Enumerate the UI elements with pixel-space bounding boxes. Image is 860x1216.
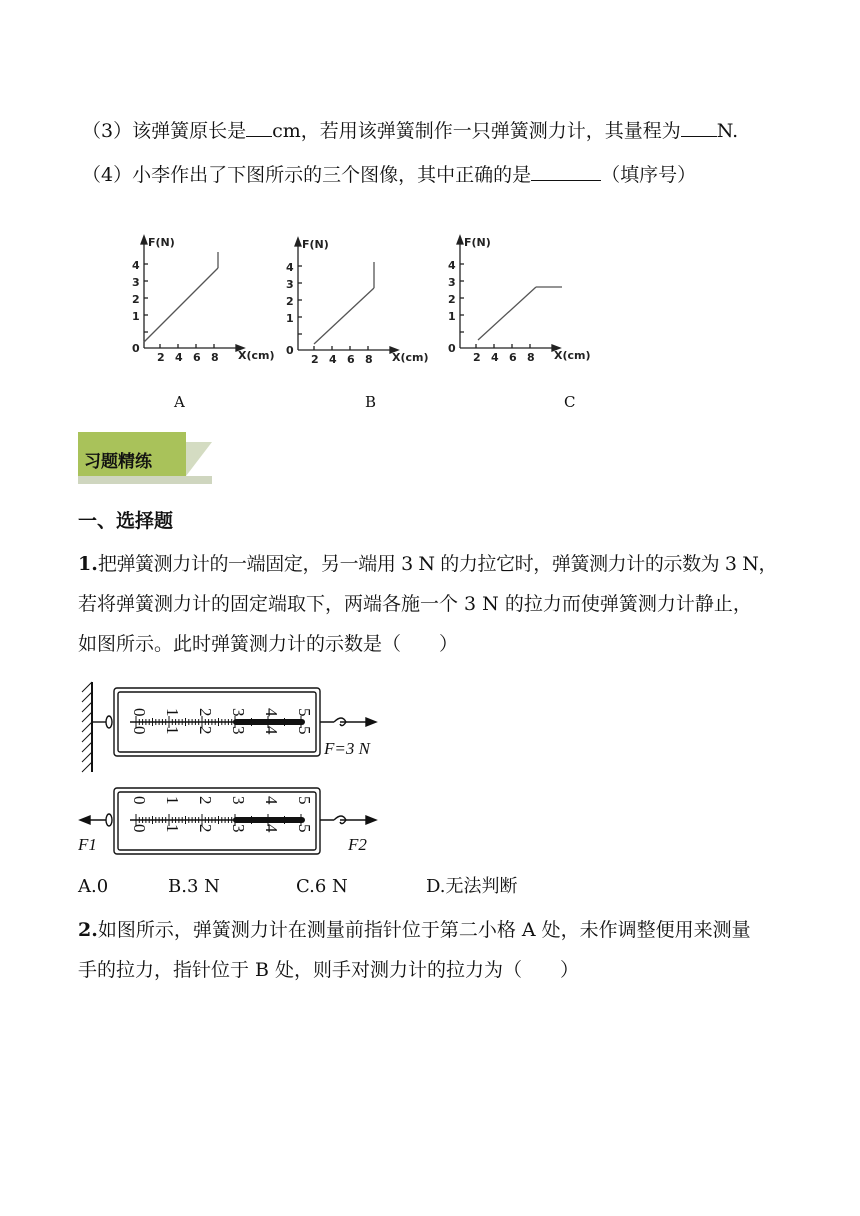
scale-number: 1	[163, 796, 182, 805]
scale-number: 4	[262, 796, 281, 805]
scale-number: 0	[130, 726, 149, 735]
y-axis-label: F(N)	[464, 236, 491, 249]
question-1-number: 1.	[78, 553, 98, 575]
question-2	[78, 910, 783, 990]
graph-c	[436, 230, 601, 365]
x-axis-label: X(cm)	[554, 349, 591, 362]
scale-number: 4	[262, 824, 281, 833]
spring-scale-two-sides	[78, 784, 388, 864]
y-axis-arrow-icon	[457, 236, 463, 244]
scale-number: 3	[229, 824, 248, 833]
x-tick: 8	[365, 353, 373, 366]
scale-number: 3	[229, 726, 248, 735]
scale-number: 1	[163, 726, 182, 735]
ring-icon	[106, 814, 112, 826]
y-tick: 1	[286, 312, 294, 325]
option-d[interactable]: D.无法判断	[426, 876, 518, 897]
q4-blank	[531, 164, 601, 181]
y-tick: 1	[132, 310, 140, 323]
q3-unit: N.	[716, 120, 739, 142]
question-1-line-3: 如图所示。此时弹簧测力计的示数是（ ）	[78, 633, 459, 655]
question-3-line	[82, 116, 738, 143]
y-tick: 1	[448, 310, 456, 323]
section-title: 一、选择题	[78, 510, 174, 532]
option-c[interactable]: C.6 N	[296, 876, 348, 897]
q3-middle: cm，若用该弹簧制作一只弹簧测力计，其量程为	[272, 120, 681, 142]
q3-blank-range	[681, 120, 717, 137]
question-2-text: 如图所示，弹簧测力计在测量前指针位于第二小格 A 处，未作调整便用来测量	[97, 919, 751, 941]
question-1	[78, 544, 783, 664]
y-tick: 2	[132, 293, 140, 306]
x-tick: 6	[193, 351, 201, 364]
y-tick: 2	[286, 295, 294, 308]
scale-number: 5	[295, 708, 314, 717]
section-tag: 习题精练	[84, 452, 152, 472]
scale-number: 5	[295, 824, 314, 833]
question-1-options	[78, 872, 518, 898]
x-tick: 2	[473, 351, 481, 364]
option-a[interactable]: A.0	[78, 876, 109, 897]
graph-caption-c: C	[564, 393, 576, 411]
graph-caption-a: A	[174, 393, 185, 411]
x-tick: 2	[157, 351, 165, 364]
x-axis-label: X(cm)	[238, 349, 275, 362]
scale-number: 3	[229, 796, 248, 805]
arrow-right-icon	[366, 816, 376, 824]
f1-label: F1	[78, 835, 97, 854]
scale-number: 0	[130, 796, 149, 805]
y-axis-arrow-icon	[141, 236, 147, 244]
scale-number: 2	[196, 726, 215, 735]
y-axis-arrow-icon	[295, 238, 301, 246]
y-tick: 3	[132, 276, 140, 289]
scale-number: 4	[262, 726, 281, 735]
y-tick: 4	[448, 259, 456, 272]
x-tick: 2	[311, 353, 319, 366]
scale-number: 3	[229, 708, 248, 717]
y-tick: 2	[448, 293, 456, 306]
question-4-line	[82, 160, 696, 187]
q4-suffix: （填序号）	[601, 164, 697, 186]
question-1-text: 把弹簧测力计的一端固定，另一端用 3 N 的力拉它时，弹簧测力计的示数为 3 N，	[97, 553, 778, 575]
question-2-line-1	[78, 910, 783, 950]
question-2-line-2: 手的拉力，指针位于 B 处，则手对测力计的拉力为（ ）	[78, 959, 580, 981]
q3-blank-length	[246, 120, 272, 137]
q3-prefix: （3）该弹簧原长是	[82, 120, 247, 142]
y-axis-label: F(N)	[302, 238, 329, 251]
q4-text: （4）小李作出了下图所示的三个图像，其中正确的是	[82, 164, 532, 186]
spring-scale-fixed	[78, 678, 388, 776]
scale-number: 2	[196, 824, 215, 833]
y-tick: 0	[448, 342, 456, 355]
scale-number: 5	[295, 726, 314, 735]
y-tick: 0	[132, 342, 140, 355]
graph-a-line	[144, 268, 218, 342]
x-tick: 6	[347, 353, 355, 366]
scale-number: 2	[196, 796, 215, 805]
x-tick: 4	[491, 351, 499, 364]
scale-number: 2	[196, 708, 215, 717]
x-axis-label: X(cm)	[392, 351, 429, 364]
question-1-line-2: 若将弹簧测力计的固定端取下，两端各施一个 3 N 的拉力而使弹簧测力计静止，	[78, 593, 752, 615]
graph-b	[274, 232, 439, 367]
y-tick: 0	[286, 344, 294, 357]
scale-number: 4	[262, 708, 281, 717]
y-axis-label: F(N)	[148, 236, 175, 249]
y-tick: 3	[448, 276, 456, 289]
scale-number: 5	[295, 796, 314, 805]
ring-icon	[106, 716, 112, 728]
y-tick: 3	[286, 278, 294, 291]
x-tick: 4	[175, 351, 183, 364]
x-tick: 8	[211, 351, 219, 364]
section-tag-fold	[186, 442, 212, 476]
arrow-right-icon	[366, 718, 376, 726]
scale-number: 0	[130, 824, 149, 833]
scale-number: 1	[163, 824, 182, 833]
question-2-number: 2.	[78, 919, 98, 941]
graph-a	[120, 230, 285, 365]
graph-c-line	[478, 287, 536, 340]
x-tick: 4	[329, 353, 337, 366]
scale-number: 0	[130, 708, 149, 717]
graph-caption-b: B	[365, 393, 377, 411]
section-tag-shadow	[78, 476, 212, 484]
y-tick: 4	[132, 259, 140, 272]
y-tick: 4	[286, 261, 294, 274]
x-tick: 8	[527, 351, 535, 364]
option-b[interactable]: B.3 N	[168, 876, 220, 897]
f2-label: F2	[348, 835, 367, 854]
graph-b-line	[314, 288, 374, 344]
question-1-line-1	[78, 544, 783, 584]
wall-hatch-icon	[82, 682, 92, 772]
scale-number: 1	[163, 708, 182, 717]
x-tick: 6	[509, 351, 517, 364]
force-label: F=3 N	[324, 739, 370, 758]
